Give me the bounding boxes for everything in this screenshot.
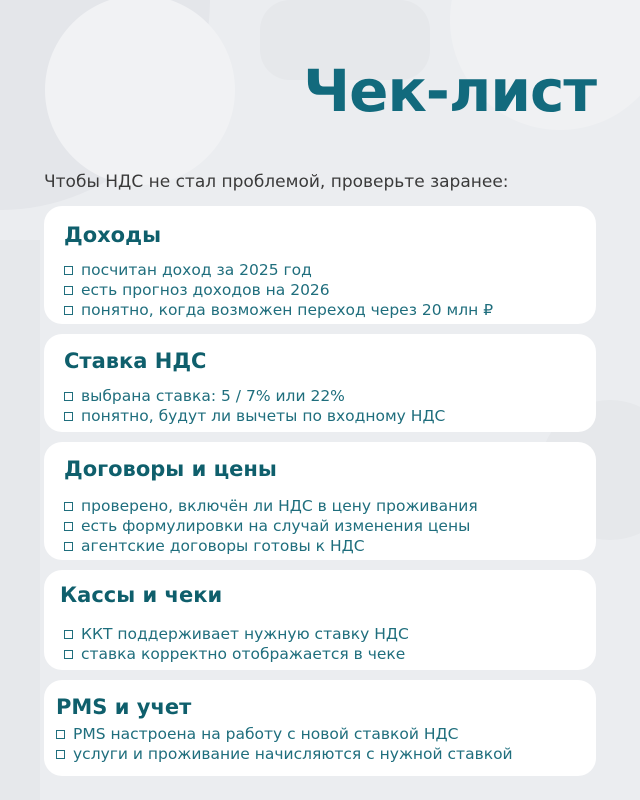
checkbox-icon[interactable] — [64, 630, 73, 639]
checklist-item-label: понятно, будут ли вычеты по входному НДС — [81, 407, 446, 425]
section-title: Договоры и цены — [64, 457, 277, 481]
section-card-pms — [44, 680, 596, 776]
section-card-vat-rate — [44, 334, 596, 432]
checklist-item[interactable] — [64, 386, 576, 406]
checkbox-icon[interactable] — [64, 392, 73, 401]
section-title: PMS и учет — [56, 695, 192, 719]
section-title: Кассы и чеки — [60, 583, 223, 607]
checklist-item-label: услуги и проживание начисляются с нужной ставкой — [73, 745, 513, 763]
section-card-contracts — [44, 442, 596, 560]
checkbox-icon[interactable] — [64, 522, 73, 531]
checkbox-icon[interactable] — [56, 730, 65, 739]
checkbox-icon[interactable] — [64, 502, 73, 511]
checklist-item-label: посчитан доход за 2025 год — [81, 261, 312, 279]
checklist-item-label: ставка корректно отображается в чеке — [81, 645, 406, 663]
checklist-item[interactable] — [56, 724, 584, 744]
checklist-item[interactable] — [64, 536, 576, 556]
checklist-item-label: есть прогноз доходов на 2026 — [81, 281, 330, 299]
checkbox-icon[interactable] — [64, 266, 73, 275]
checklist-item[interactable] — [64, 644, 580, 664]
checklist-item[interactable] — [56, 744, 584, 764]
checklist-item-label: понятно, когда возможен переход через 20 млн ₽ — [81, 301, 494, 319]
checklist-item-label: PMS настроена на работу с новой ставкой НДС — [73, 725, 459, 743]
checklist-item-label: есть формулировки на случай изменения цены — [81, 517, 471, 535]
checklist-item[interactable] — [64, 260, 576, 280]
checklist-item[interactable] — [64, 406, 576, 426]
checkbox-icon[interactable] — [64, 650, 73, 659]
section-card-income — [44, 206, 596, 324]
checkbox-icon[interactable] — [64, 286, 73, 295]
checkbox-icon[interactable] — [64, 542, 73, 551]
checklist-item-label: проверено, включён ли НДС в цену проживания — [81, 497, 478, 515]
checklist-item[interactable] — [64, 300, 576, 320]
checklist-item[interactable] — [64, 624, 580, 644]
page-title: Чек-лист — [303, 57, 596, 125]
checklist-item-label: агентские договоры готовы к НДС — [81, 537, 365, 555]
checklist-item[interactable] — [64, 516, 576, 536]
checklist-item-label: выбрана ставка: 5 / 7% или 22% — [81, 387, 345, 405]
checklist-item-label: ККТ поддерживает нужную ставку НДС — [81, 625, 409, 643]
checkbox-icon[interactable] — [56, 750, 65, 759]
checkbox-icon[interactable] — [64, 412, 73, 421]
page-subtitle: Чтобы НДС не стал проблемой, проверьте заранее: — [44, 172, 509, 192]
checkbox-icon[interactable] — [64, 306, 73, 315]
section-title: Ставка НДС — [64, 349, 207, 373]
section-card-cash-registers — [44, 570, 596, 670]
checklist-item[interactable] — [64, 496, 576, 516]
section-title: Доходы — [64, 223, 162, 247]
checklist-item[interactable] — [64, 280, 576, 300]
